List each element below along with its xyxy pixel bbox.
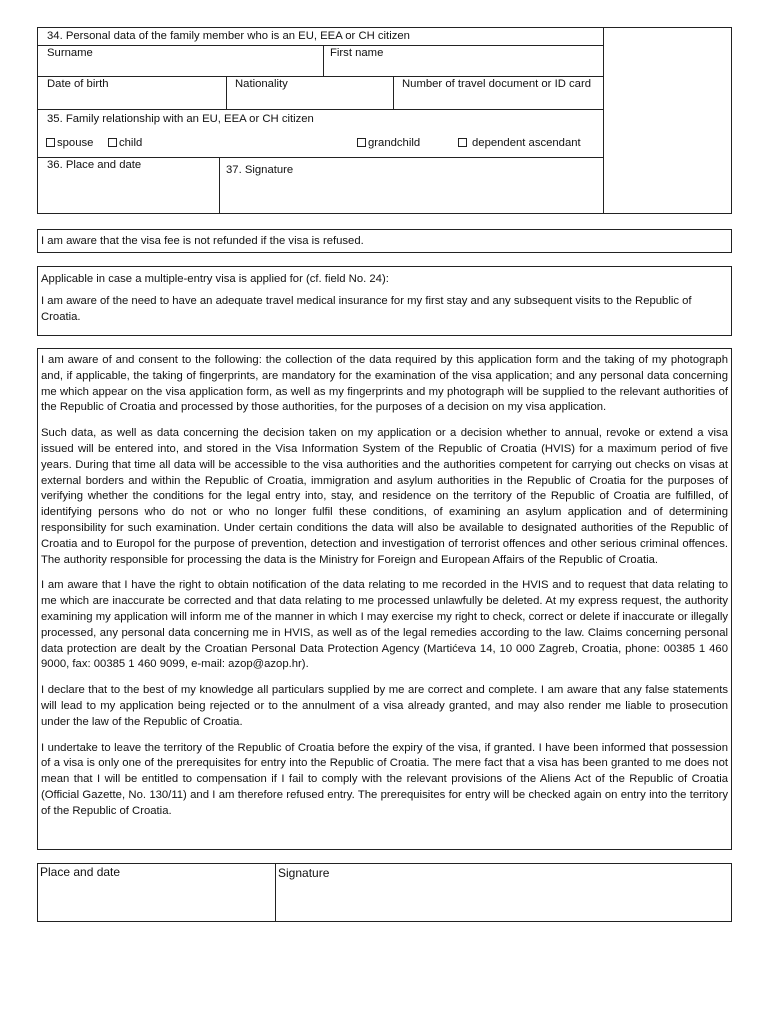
multiple-entry-box [37,266,732,336]
first-name-label: First name [330,47,384,59]
spouse-checkbox[interactable] [46,138,55,147]
consent-paragraph-2: Such data, as well as data concerning the decision taken on my application or a decision whether to annual, revoke or extend a visa issued will be entered into, and stored in the Visa Information System of the Republic of Croatia (HVIS) for a maximum period of five years. During that time all data will be accessible to the visa authorities and the authorities competent for carrying out checks on visas at external borders and within the Republic of Croatia, immigration and asylum authorities in the Republic of Croatia for the purposes of verifying whether the conditions for the legal entry into, stay, and residence on the territory of the Republic of Croatia are fulfilled, of identifying persons who do not or who no longer fulfil these conditions, of examining an asylum application and of determining responsibility for such examination. Under certain conditions the data will also be available to designated authorities of the Republic of Croatia and to Europol for the purpose of prevention, detection and investigation of terrorist offences and other serious criminal offences. The authority responsible for processing the data is the Ministry for Foreign and European Affairs of the Republic of Croatia. [41,427,728,566]
option-dependent-ascendant[interactable] [458,137,581,150]
travel-document-label: Number of travel document or ID card [402,78,591,90]
medical-insurance-text: I am aware of the need to have an adequate travel medical insurance for my first stay and any subsequent visits to the Republic of Croatia. [41,294,692,323]
consent-paragraph-1: I am aware of and consent to the following: the collection of the data required by this application form and the taking of my photograph and, if applicable, the taking of fingerprints, are mandatory for the examination of the visa application; and any personal data concerning me which appear on the visa application form, as well as my fingerprints and my photograph will be supplied to the relevant authorities of the Republic of Croatia and processed by those authorities, for the purposes of a decision on my visa application. [41,354,728,414]
family-member-section [37,27,732,214]
option-grandchild[interactable] [357,137,420,150]
grandchild-label: grandchild [368,137,421,149]
fee-notice-text: I am aware that the visa fee is not refunded if the visa is refused. [41,235,364,247]
grandchild-checkbox[interactable] [357,138,366,147]
spouse-label: spouse [57,137,94,149]
place-and-date-36-label: 36. Place and date [47,159,142,171]
dependent-ascendant-label: dependent ascendant [472,137,581,149]
section-34-title: 34. Personal data of the family member who is an EU, EEA or CH citizen [47,30,410,42]
date-of-birth-label: Date of birth [47,78,109,90]
option-spouse[interactable] [46,137,93,150]
consent-declaration-box [37,348,732,850]
signature-37-label: 37. Signature [226,164,294,176]
section-35-title: 35. Family relationship with an EU, EEA or CH citizen [47,113,314,125]
option-child[interactable] [108,137,142,150]
place-and-date-label: Place and date [40,865,121,879]
consent-paragraph-3: I am aware that I have the right to obtain notification of the data relating to me recorded in the HVIS and to request that data relating to me which are inaccurate be corrected and that data relating to me processed unlawfully be deleted. At my express request, the authority examining my application will inform me of the manner in which I may exercise my right to check, correct or delete if inaccurate or illegally processed, any personal data concerning me in HVIS, as well as of the legal remedies according to the law. Claims concerning personal data protection are dealt by the Croatian Personal Data Protection Agency (Martićeva 14, 10 000 Zagreb, Croatia, phone: 00385 1 460 9000, fax: 00385 1 460 9099, e-mail: azop@azop.hr). [41,579,728,671]
surname-label: Surname [47,47,93,59]
multiple-entry-heading: Applicable in case a multiple-entry visa is applied for (cf. field No. 24): [41,273,389,285]
child-label: child [119,137,143,149]
nationality-label: Nationality [235,78,288,90]
consent-paragraph-5: I undertake to leave the territory of the Republic of Croatia before the expiry of the visa, if granted. I have been informed that possession of a visa is only one of the prerequisites for entry into the Republic of Croatia. The mere fact that a visa has been granted to me does not mean that I will be entitled to compensation if I fail to comply with the relevant provisions of the Aliens Act of the Republic of Croatia (Official Gazette, No. 130/11) and I am therefore refused entry. The prerequisites for entry will be checked again on entry into the territory of the Republic of Croatia. [41,741,728,817]
dependent-ascendant-checkbox[interactable] [458,138,467,147]
fee-notice-box [37,229,732,253]
child-checkbox[interactable] [108,138,117,147]
signature-label: Signature [278,866,330,880]
consent-paragraph-4: I declare that to the best of my knowledge all particulars supplied by me are correct and complete. I am aware that any false statements will lead to my application being rejected or to the annulment of a visa already granted, and may also render me liable to prosecution under the law of the Republic of Croatia. [41,684,728,728]
final-signature-box [37,863,732,922]
